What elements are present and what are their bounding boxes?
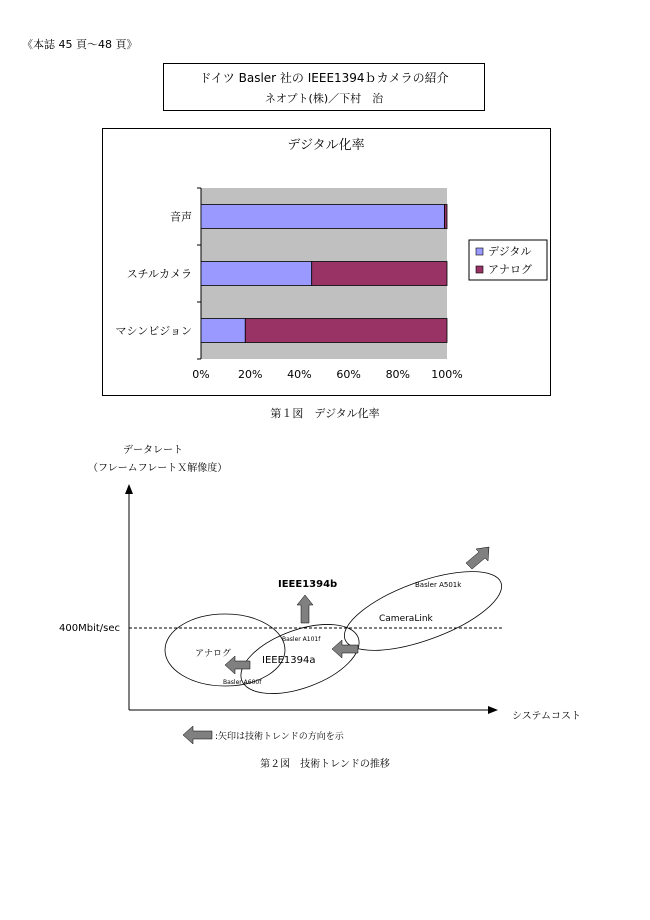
- trend-diagram: [0, 430, 650, 790]
- analog-label: アナログ: [195, 649, 232, 659]
- figure2-caption: 第２図 技術トレンドの推移: [260, 759, 390, 770]
- category-label: スチルカメラ: [126, 267, 192, 281]
- basler-a501k-label: Basler A501k: [415, 581, 462, 589]
- x-axis-arrowhead: [488, 706, 498, 714]
- x-tick-label: 100%: [431, 368, 463, 381]
- category-label: マシンビジョン: [115, 324, 192, 338]
- cameralink-ellipse: [335, 555, 511, 666]
- legend-swatch: [476, 248, 483, 255]
- y-axis-label: データレート: [123, 445, 183, 456]
- legend-arrow-icon: [183, 726, 212, 744]
- article-title-box: [163, 63, 485, 111]
- x-axis-label: システムコスト: [512, 711, 581, 722]
- bar-segment: [445, 205, 447, 229]
- arrow-legend-text: :矢印は技術トレンドの方向を示: [215, 732, 344, 742]
- y-axis-arrowhead: [125, 484, 133, 494]
- cameralink-label: CameraLink: [379, 614, 433, 624]
- a501k-diagonal-arrow-icon: [466, 547, 489, 569]
- article-title: ドイツ Basler 社の IEEE1394ｂカメラの紹介: [199, 71, 449, 85]
- x-tick-label: 60%: [336, 368, 361, 381]
- legend-label: アナログ: [488, 263, 532, 276]
- article-author: ネオプト(株)／下村 治: [264, 92, 384, 105]
- digitalization-chart: [102, 128, 551, 396]
- x-tick-label: 80%: [385, 368, 411, 381]
- category-label: 音声: [170, 210, 192, 224]
- basler-a101f-label: Basler A101f: [282, 636, 321, 643]
- ieee1394b-label: IEEE1394b: [278, 579, 338, 590]
- threshold-label: 400Mbit/sec: [59, 623, 120, 634]
- bar-segment: [201, 262, 312, 286]
- x-tick-label: 20%: [237, 368, 263, 381]
- bar-segment: [312, 262, 447, 286]
- ieee1394b-up-arrow-icon: [297, 595, 313, 623]
- bar-segment: [245, 319, 447, 343]
- x-tick-label: 40%: [287, 368, 312, 381]
- bar-segment: [201, 205, 445, 229]
- ieee1394a-label: IEEE1394a: [262, 655, 316, 666]
- cameralink-left-arrow-icon: [332, 640, 358, 658]
- legend-label: デジタル: [488, 245, 532, 258]
- chart-title: デジタル化率: [287, 138, 365, 153]
- x-tick-label: 0%: [192, 368, 210, 381]
- y-axis-sublabel: （フレームフレートＸ解像度）: [88, 463, 228, 474]
- legend-swatch: [476, 266, 483, 273]
- page-reference: 《本誌 45 頁～48 頁》: [22, 38, 138, 51]
- bar-segment: [201, 319, 245, 343]
- basler-a600f-label: Basler A600f: [223, 679, 262, 686]
- figure1-caption: 第１図 デジタル化率: [270, 407, 380, 420]
